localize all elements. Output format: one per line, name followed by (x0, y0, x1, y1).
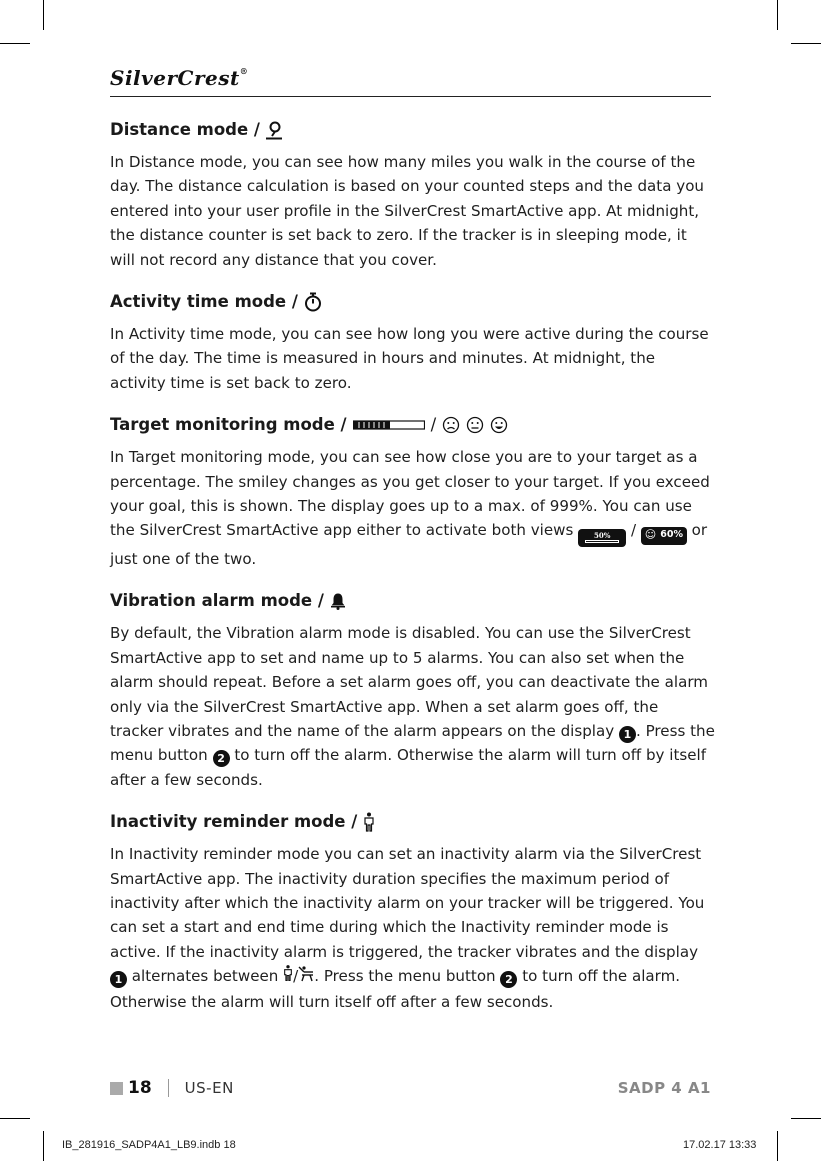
section-vibration-alarm-mode (110, 589, 715, 792)
page-number: 18 (128, 1078, 152, 1098)
crop-mark (791, 43, 821, 44)
heading-separator: / (430, 415, 437, 435)
footer-divider (168, 1079, 169, 1097)
page-content (110, 118, 715, 1032)
body-text: to turn off the alarm. Otherwise the alarm will turn off by itself after a few seconds. (110, 746, 707, 789)
body-text: . Press the menu button (314, 967, 501, 986)
stopwatch-icon (304, 292, 322, 312)
body-text: / (626, 521, 641, 540)
display-reference-number: 1 (619, 726, 636, 743)
section-target-monitoring-mode (110, 413, 715, 571)
bell-icon (330, 592, 346, 610)
heading-text: Vibration alarm mode / (110, 591, 324, 611)
display-reference-number: 1 (110, 971, 127, 988)
model-number: SADP 4 A1 (617, 1079, 711, 1097)
section-distance-mode (110, 118, 715, 272)
crop-mark (43, 1131, 44, 1161)
progress-bar-icon (353, 420, 425, 430)
language-code: US-EN (184, 1079, 234, 1097)
section-heading (110, 413, 715, 437)
crop-mark (791, 1118, 821, 1119)
brand-name: SilverCrest (110, 66, 240, 90)
section-inactivity-reminder-mode (110, 810, 715, 1014)
happy-smiley-icon (490, 416, 508, 434)
neutral-smiley-icon (466, 416, 484, 434)
standing-person-icon (283, 964, 293, 989)
section-activity-time-mode (110, 290, 715, 395)
sad-smiley-icon (442, 416, 460, 434)
location-pin-icon (266, 120, 282, 140)
page-footer (110, 1076, 711, 1100)
section-heading (110, 118, 715, 142)
crop-mark (777, 0, 778, 30)
body-text: alternates between (127, 967, 284, 986)
menu-button-reference-number: 2 (213, 750, 230, 767)
section-body (110, 842, 715, 1014)
percentage-bar-view-badge (578, 529, 626, 547)
print-date-time: 17.02.17 13:33 (683, 1139, 757, 1151)
body-text: to turn off the alarm. Otherwise the alarm will turn itself off after a few seconds. (110, 967, 681, 1011)
section-body (110, 445, 715, 571)
badge-percent: 60% (660, 529, 683, 541)
heading-text: Distance mode / (110, 120, 260, 139)
smiley-percent-view-badge (641, 527, 687, 545)
section-body (110, 621, 715, 792)
stretching-person-icon (298, 965, 314, 989)
heading-text: Target monitoring mode / (110, 415, 347, 435)
section-heading (110, 290, 715, 314)
body-text: In Target monitoring mode, you can see how close you are to your target as a percentage. The smiley changes as you get closer to your target. If you exceed your goal, this is shown. The display goes up to a max. of 999%. You can use the SilverCrest SmartActive app either to activate both views (110, 448, 710, 540)
header-rule (110, 96, 711, 97)
section-body: In Distance mode, you can see how many miles you walk in the course of the day. The distance calculation is based on your counted steps and the data you entered into your user profile in the SilverCrest SmartActive app. At midnight, the distance counter is set back to zero. If the tracker is in sleeping mode, it will not record any distance that you cover. (110, 153, 704, 269)
body-text: / (293, 967, 299, 986)
body-text: . Press the menu button (110, 722, 715, 765)
heading-text: Inactivity reminder mode / (110, 812, 358, 832)
brand-logo (110, 66, 248, 90)
body-text: In Inactivity reminder mode you can set an inactivity alarm via the SilverCrest SmartActive app. The inactivity duration specifies the maximum period of inactivity after which the inactivity alarm on your tracker will be triggered. You can set a start and end time during which the Inactivity reminder mode is active. If the inactivity alarm is triggered, the tracker vibrates and the display (110, 845, 705, 961)
print-file-info: IB_281916_SADP4A1_LB9.indb 18 (62, 1139, 236, 1151)
menu-button-reference-number: 2 (500, 971, 517, 988)
section-heading (110, 810, 715, 834)
badge-percent: 50% (593, 531, 611, 541)
body-text: By default, the Vibration alarm mode is disabled. You can use the SilverCrest SmartActive app to set and name up to 5 alarms. You can also set when the alarm should repeat. Before a set alarm goes off, you can deactivate the alarm only via the SilverCrest SmartActive app. When a set alarm goes off, the tracker vibrates and the name of the alarm appears on the display (110, 624, 708, 740)
heading-text: Activity time mode / (110, 292, 298, 312)
body-text: or just one of the two. (110, 521, 708, 568)
crop-mark (777, 1131, 778, 1161)
badge-bar (585, 540, 619, 543)
page-marker-square (110, 1082, 123, 1095)
section-heading (110, 589, 715, 613)
standing-person-icon (363, 812, 375, 832)
smiley-icon: ☺ (644, 528, 657, 542)
crop-mark (43, 0, 44, 30)
section-body: In Activity time mode, you can see how long you were active during the course of the day. The time is measured in hours and minutes. At midnight, the activity time is set back to zero. (110, 325, 709, 392)
crop-mark (0, 1118, 30, 1119)
crop-mark (0, 43, 30, 44)
registered-mark: ® (239, 66, 249, 76)
